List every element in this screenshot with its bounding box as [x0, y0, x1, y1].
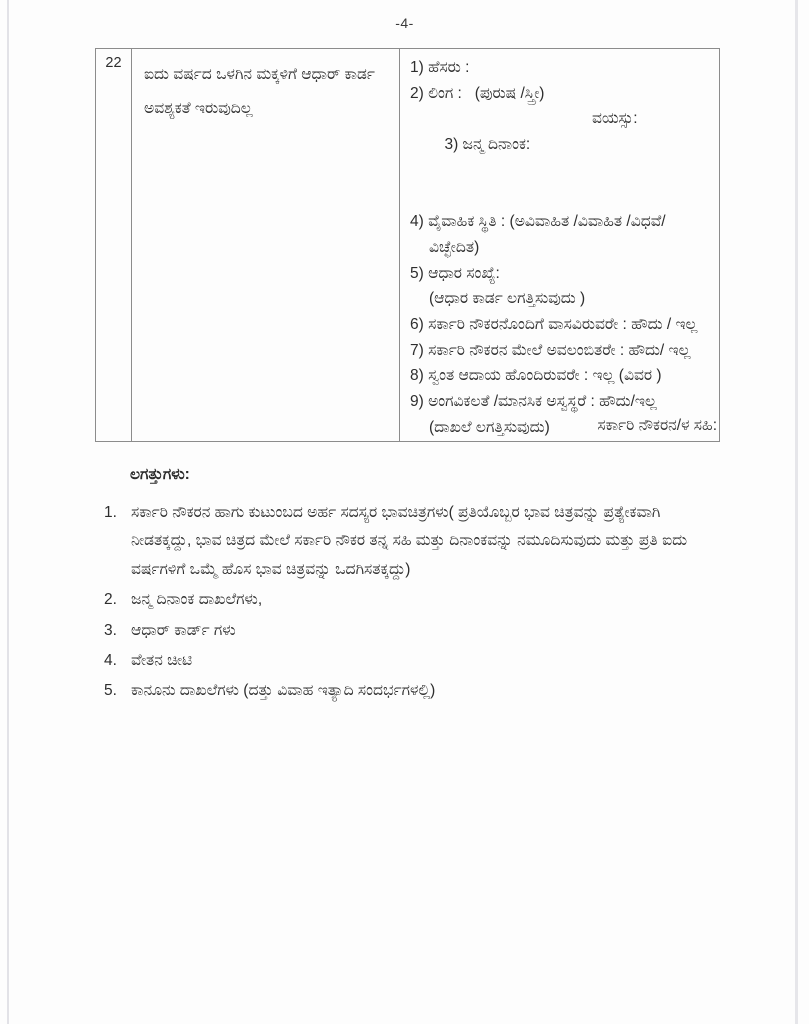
attachment-item-number: 5. [104, 682, 117, 700]
form-line-marital-status: 4) ವೈವಾಹಿಕ ಸ್ಥಿತಿ : (ಅವಿವಾಹಿತ /ವಿವಾಹಿತ /ವಿಧವೆ/ [410, 213, 666, 231]
form-line-aadhaar-number: 5) ಆಧಾರ ಸಂಖ್ಯೆ: [410, 264, 500, 282]
description-line: ಐದು ವರ್ಷದ ಒಳಗಿನ ಮಕ್ಕಳಿಗೆ ಆಧಾರ್ ಕಾರ್ಡ [144, 66, 375, 83]
form-line-dob-label: 3) ಜನ್ಮ ದಿನಾಂಕ: [444, 136, 531, 154]
attachment-item-text: ವೇತನ ಚೀಟಿ [131, 652, 193, 670]
form-line-aadhaar-note: (ಆಧಾರ ಕಾರ್ಡ ಲಗತ್ತಿಸುವುದು ) [429, 290, 586, 308]
attachment-item-number: 2. [104, 591, 117, 609]
scan-edge-right [795, 0, 798, 1024]
scan-edge-left [7, 0, 9, 1024]
attachment-item-text: ಜನ್ಮ ದಿನಾಂಕ ದಾಖಲೆಗಳು, [131, 591, 263, 609]
attachments-list [104, 499, 724, 708]
form-line-disability-note: (ದಾಖಲೆ ಲಗತ್ತಿಸುವುದು) [429, 418, 550, 436]
attachment-item [104, 499, 724, 584]
form-line-residing-with: 6) ಸರ್ಕಾರಿ ನೌಕರನೊಂದಿಗೆ ವಾಸವಿರುವರೇ : ಹೌದು / ಇಲ್ಲ [410, 316, 698, 334]
row-description-cell [132, 49, 400, 441]
form-line-dob [410, 106, 711, 209]
attachment-item-number: 3. [104, 621, 117, 639]
attachment-item-text: ಸರ್ಕಾರಿ ನೌಕರನ ಹಾಗು ಕುಟುಂಬದ ಅರ್ಹ ಸದಸ್ಯರ ಭಾವಚಿತ್ರಗಳು( ಪ್ರತಿಯೊಬ್ಬರ ಭಾವ ಚಿತ್ರವನ್ನು ಪ್ರತ್ಯೇಕವಾಗಿ ನೀಡತಕ್ಕದ್ದು, ಭಾವ ಚಿತ್ರದ ಮೇಲೆ ಸರ್ಕಾರಿ ನೌಕರ ತನ್ನ ಸಹಿ ಮತ್ತು ದಿನಾಂಕವನ್ನು ನಮೂದಿಸುವುದು ಮತ್ತು ಪ್ರತಿ ಐದು ವರ್ಷಗಳಿಗೆ ಒಮ್ಮೆ ಹೊಸ ಭಾವ ಚಿತ್ರವನ್ನು ಒದಗಿಸತಕ್ಕದ್ದು) [131, 504, 692, 578]
attachment-item-text: ಆಧಾರ್ ಕಾರ್ಡ್ ಗಳು [131, 621, 236, 639]
attachment-item [104, 617, 724, 645]
attachments-heading: ಲಗತ್ತುಗಳು: [130, 466, 190, 483]
form-table [95, 48, 720, 442]
attachment-item [104, 647, 724, 675]
attachment-item-number: 1. [104, 504, 117, 521]
form-line-gender: 2) ಲಿಂಗ : (ಪುರುಷ /ಸ್ತ್ರೀ) [410, 84, 545, 102]
attachment-item [104, 677, 724, 705]
row-id-cell: 22 [96, 49, 132, 441]
description-line: ಅವಶ್ಯಕತೆ ಇರುವುದಿಲ್ಲ [144, 100, 253, 117]
attachment-item-text: ಕಾನೂನು ದಾಖಲೆಗಳು (ದತ್ತು ವಿವಾಹ ಇತ್ಯಾದಿ ಸಂದರ್ಭಗಳಲ್ಲಿ) [131, 682, 436, 700]
attachment-item [104, 586, 724, 614]
form-line-marital-status-cont: ವಿಚ್ಛೇದಿತ) [429, 238, 480, 256]
form-line-disability: 9) ಅಂಗವಿಕಲತೆ /ಮಾನಸಿಕ ಅಸ್ವಸ್ಥರೆ : ಹೌದು/ಇಲ್ಲ [410, 393, 657, 411]
form-line-name: 1) ಹೆಸರು : [410, 59, 470, 76]
signature-label: ಸರ್ಕಾರಿ ನೌಕರನ/ಳ ಸಹಿ: [597, 417, 717, 434]
form-line-dependent: 7) ಸರ್ಕಾರಿ ನೌಕರನ ಮೇಲೆ ಅವಲಂಬಿತರೇ : ಹೌದು/ ಇಲ್ಲ [410, 341, 691, 359]
attachment-item-number: 4. [104, 652, 117, 670]
page-number: -4- [395, 15, 414, 31]
form-line-own-income: 8) ಸ್ವಂತ ಆದಾಯ ಹೊಂದಿರುವರೇ : ಇಲ್ಲ (ವಿವರ ) [410, 367, 662, 385]
form-line-age-label: ವಯಸ್ಸು: [592, 110, 638, 128]
form-fields-cell [400, 49, 719, 441]
